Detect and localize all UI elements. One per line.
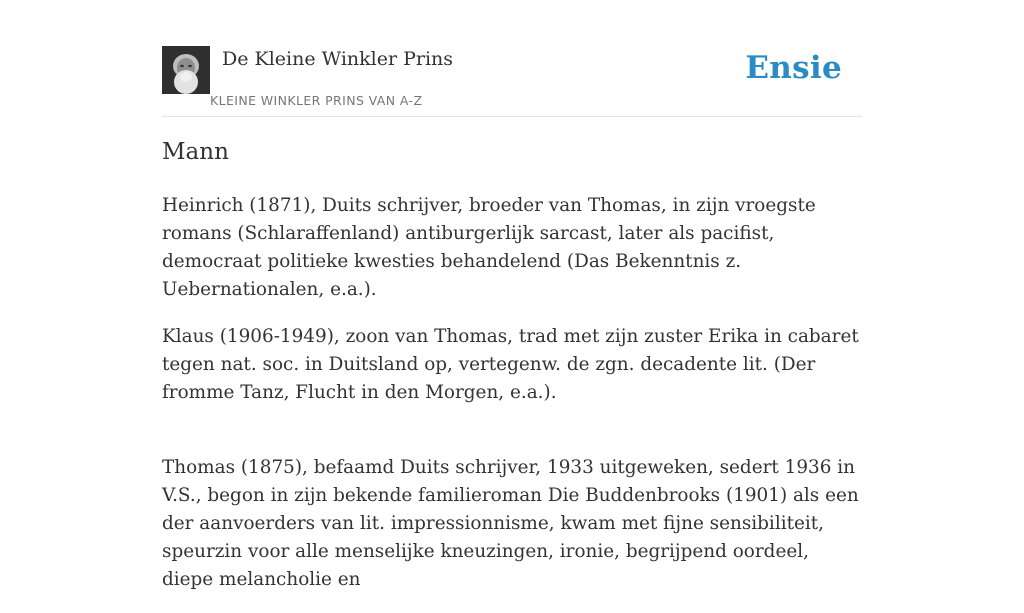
- publication-name[interactable]: De Kleine Winkler Prins: [222, 48, 454, 70]
- author-avatar[interactable]: [162, 46, 210, 94]
- portrait-image: [162, 46, 210, 94]
- paragraph-thomas: Thomas (1875), befaamd Duits schrijver, 1933 uitgeweken, sedert 1936 in V.S., begon in zijn bekende familieroman Die Buddenbrooks (1901) als een der aanvoerders van lit. impressionnisme, kwam met fijne sensibiliteit, speurzin voor alle menselijke kneuzingen, ironie, begrijpend oordeel, diepe melancholie en: [162, 457, 859, 590]
- collection-subtitle[interactable]: KLEINE WINKLER PRINS VAN A-Z: [210, 93, 423, 108]
- article-title: Mann: [162, 139, 229, 165]
- brand-logo[interactable]: Ensie: [745, 50, 842, 86]
- site-header: [162, 46, 862, 117]
- paragraph-klaus: Klaus (1906-1949), zoon van Thomas, trad met zijn zuster Erika in cabaret tegen nat. soc. in Duitsland op, vertegenw. de zgn. decadente lit. (Der fromme Tanz, Flucht in den Morgen, e.a.).: [162, 326, 859, 403]
- paragraph-heinrich: Heinrich (1871), Duits schrijver, broeder van Thomas, in zijn vroegste romans (Schlaraffenland) antiburgerlijk sarcast, later als pacifist, democraat politieke kwesties behandelend (Das Bekenntnis z. Uebernationalen, e.a.).: [162, 195, 816, 300]
- article-body: [162, 192, 862, 613]
